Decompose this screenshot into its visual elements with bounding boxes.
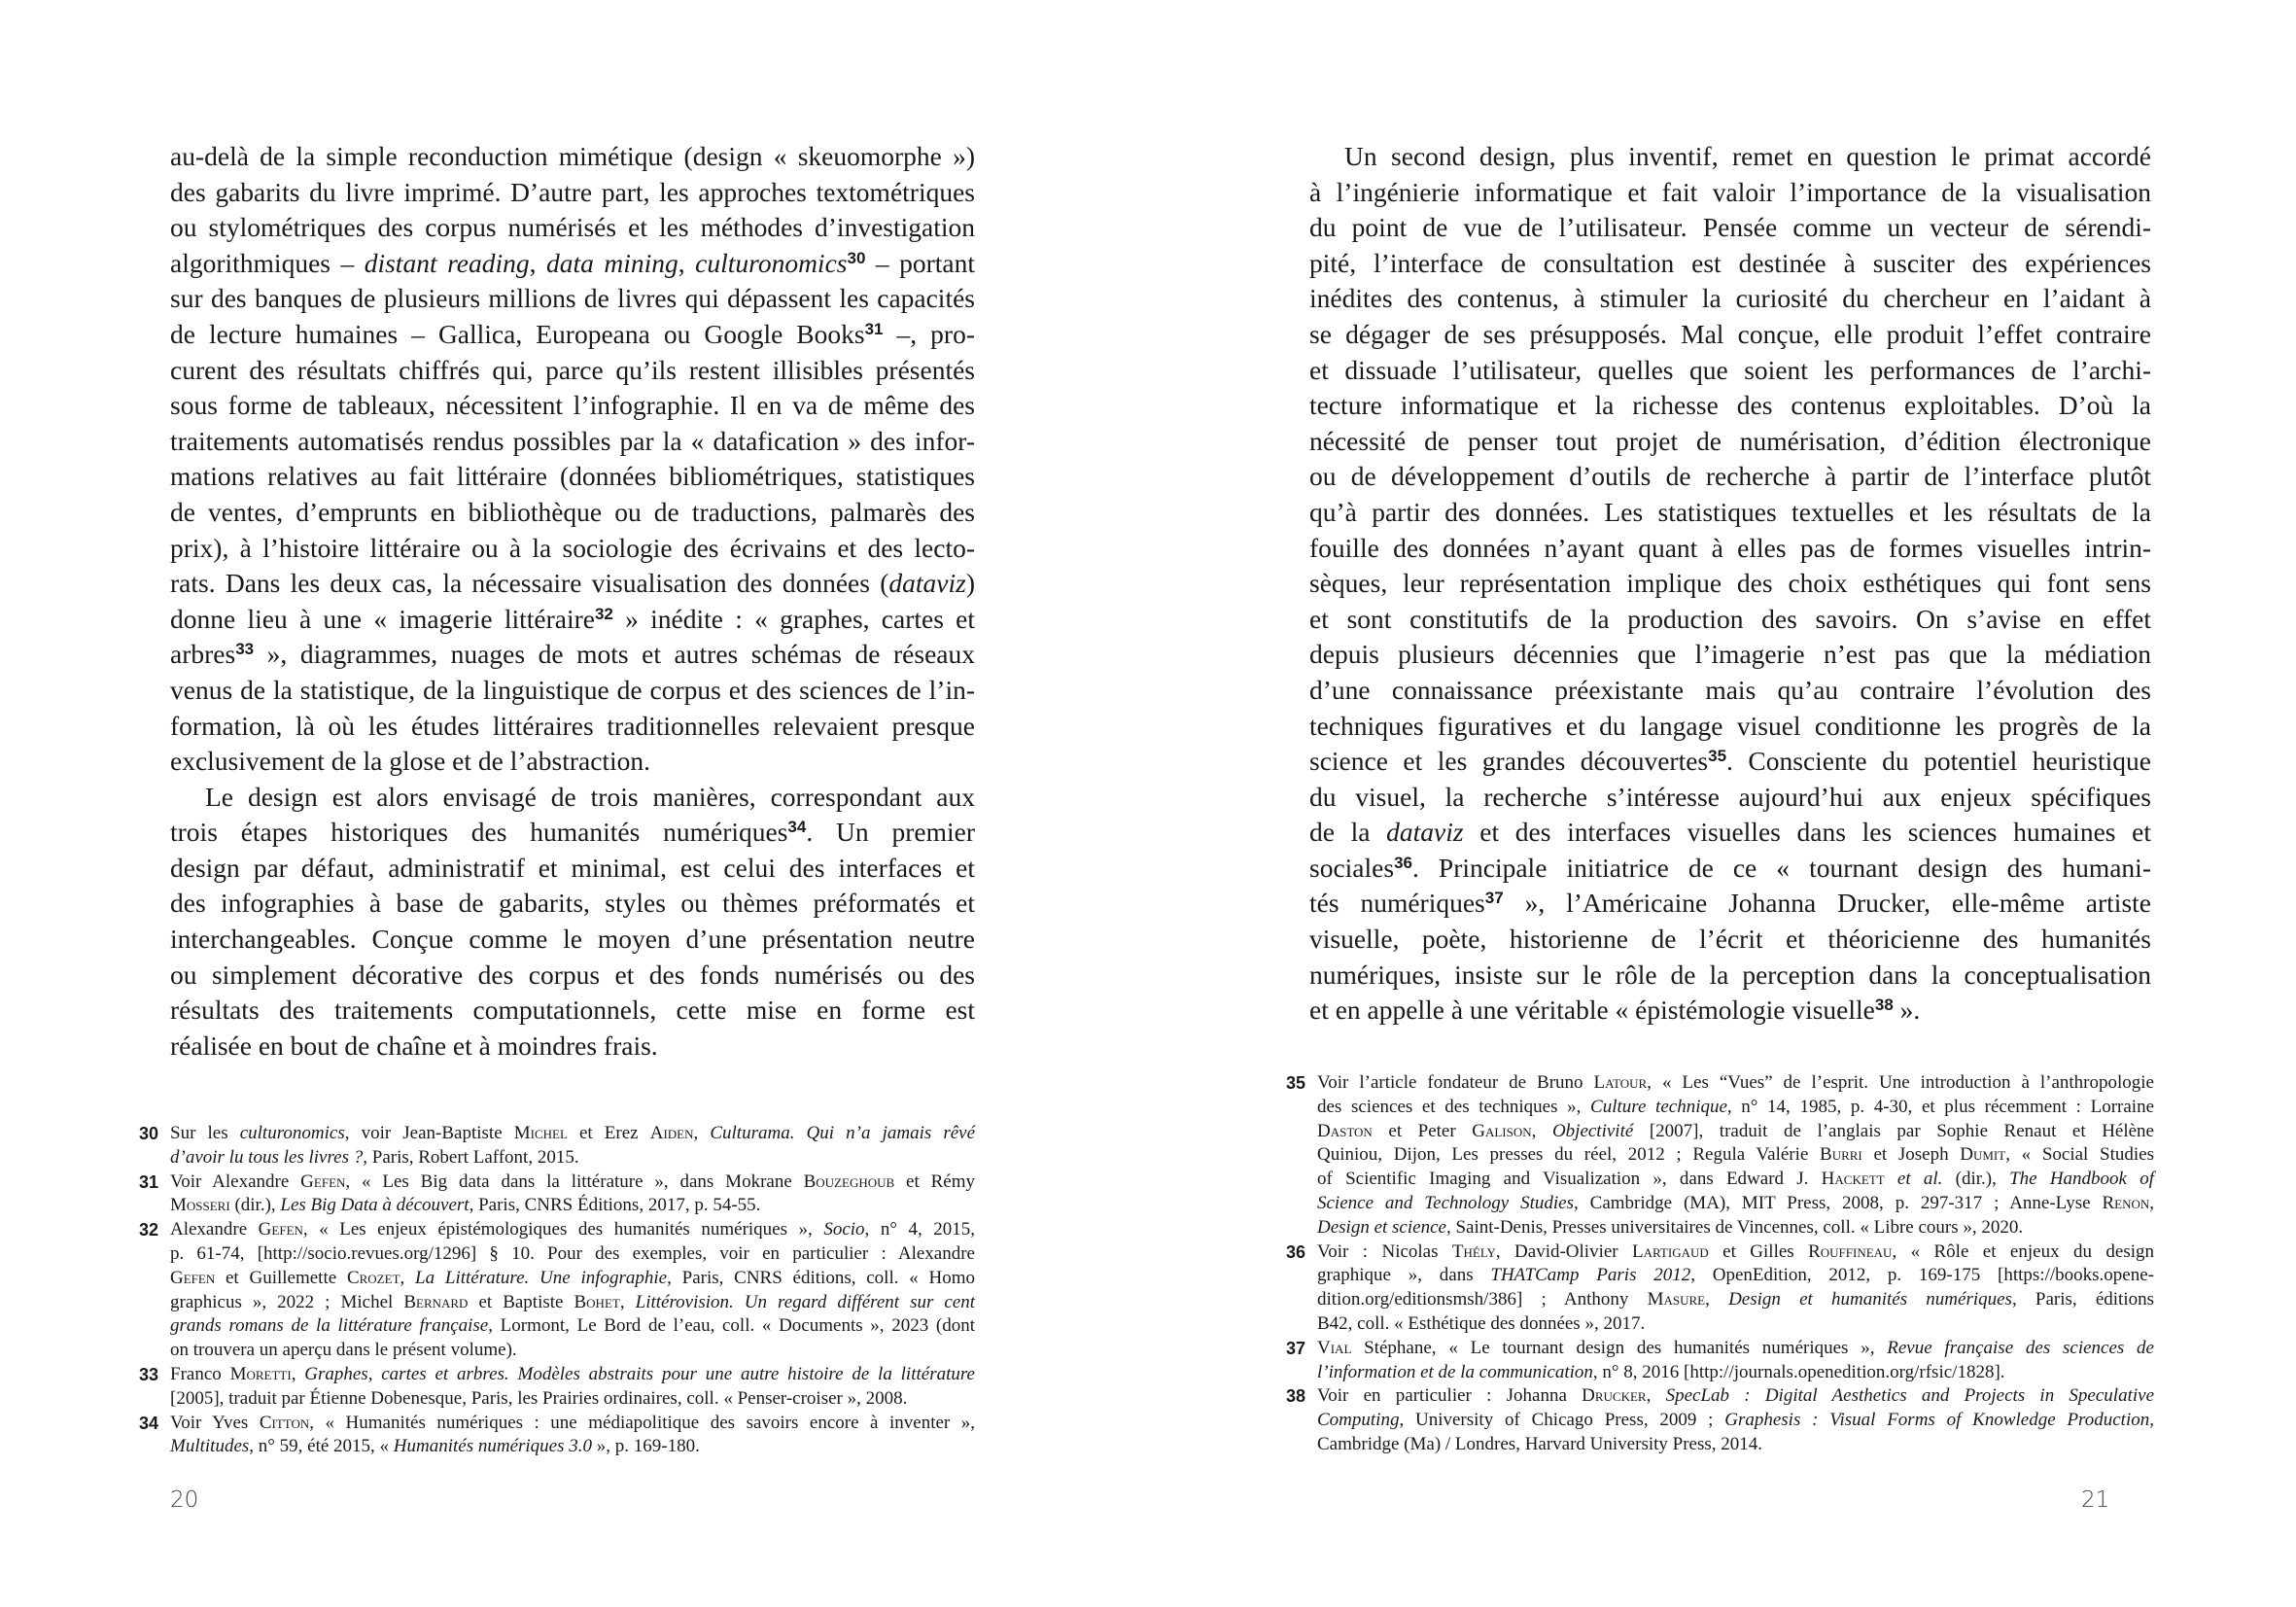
footnote-number: 33	[139, 1364, 159, 1384]
footnote-36	[1286, 1240, 2154, 1337]
author-name: Burri	[1820, 1144, 1862, 1166]
left-body-text	[170, 139, 975, 1064]
footnote-line: graphicus », 2022 ; Michel Bernard et Baptiste Bohet, Littérovision. Un regard différent sur cent	[170, 1291, 976, 1312]
author-name: Drucker	[1582, 1385, 1647, 1407]
italic-text: Graphesis : Visual Forms of Knowledge Production	[1724, 1410, 2150, 1431]
italic-text: distant reading	[364, 247, 530, 278]
text-line: et en appelle à une véritable « épistémologie visuelle$^{38}$ ».	[1309, 995, 1921, 1026]
text-line: du visuel, la recherche s’intéresse aujourd’hui aux enjeux spécifiques	[1309, 781, 2151, 812]
footnote-reference[interactable]: 30	[847, 248, 866, 267]
author-name: Aiden	[649, 1123, 694, 1143]
italic-text: grands romans de la littérature française	[170, 1315, 489, 1337]
author-name: Dumit	[1960, 1144, 2006, 1166]
text-line: sociales$^{36}$. Principale initiatrice de ce « tournant design des humani-	[1309, 852, 2151, 883]
author-name: Thély	[1451, 1240, 1496, 1262]
text-line: tés numériques$^{37}$ », l’Américaine Johanna Drucker, elle-même artiste	[1309, 888, 2151, 919]
author-name: Vial	[1317, 1337, 1352, 1358]
footnote-reference[interactable]: 37	[1484, 889, 1504, 908]
author-name: Bohet	[574, 1291, 620, 1312]
italic-text: Revue française des sciences de	[1887, 1337, 2154, 1358]
text-line: trois étapes historiques des humanités numériques$^{34}$. Un premier	[170, 817, 975, 848]
footnote-line: on trouvera un aperçu dans le présent volume).	[170, 1340, 517, 1361]
text-line: ou de développement d’outils de recherche à partir de l’interface plutôt	[1309, 461, 2151, 492]
footnote-31	[139, 1170, 975, 1219]
footnote-line: Voir Alexandre Gefen, « Les Big data dans la littérature », dans Mokrane Bouzeghoub et Rémy	[170, 1170, 975, 1192]
italic-text: Culture technique	[1590, 1096, 1727, 1117]
italic-text: La Littérature. Une infographie	[415, 1267, 668, 1288]
footnote-line: des sciences et des techniques », Culture technique, n° 14, 1985, p. 4-30, et plus récemment : Lorraine	[1317, 1096, 2154, 1117]
footnote-line: p. 61-74, [http://socio.revues.org/1296] § 10. Pour des exemples, voir en particulier : Alexandre	[170, 1242, 975, 1264]
author-name: Bouzeghoub	[803, 1170, 895, 1192]
footnote-line: Cambridge (Ma) / Londres, Harvard University Press, 2014.	[1317, 1433, 1763, 1454]
italic-text: Science and Technology Studies	[1317, 1192, 1574, 1213]
footnote-line: Quiniou, Dijon, Les presses du réel, 2012 ; Regula Valérie Burri et Joseph Dumit, « Social Studies	[1317, 1144, 2154, 1166]
author-name: Gefen	[170, 1267, 216, 1288]
footnote-reference[interactable]: 33	[235, 640, 255, 659]
text-line: science et les grandes découvertes$^{35}$. Consciente du potentiel heuristique	[1309, 746, 2151, 777]
text-line: et dissuade l’utilisateur, quelles que soient les performances de l’archi-	[1309, 354, 2151, 385]
text-line: nécessité de penser tout projet de numérisation, d’édition électronique	[1309, 425, 2151, 456]
italic-text: THATCamp Paris 2012	[1490, 1265, 1691, 1286]
author-name: Mosseri	[170, 1195, 230, 1216]
footnote-line: Multitudes, n° 59, été 2015, « Humanités numériques 3.0 », p. 169-180.	[170, 1436, 700, 1457]
footnote-line: Gefen et Guillemette Crozet, La Littérature. Une infographie, Paris, CNRS éditions, coll. « Homo	[170, 1267, 976, 1288]
footnote-line: Alexandre Gefen, « Les enjeux épistémologiques des humanités numériques », Socio, n° 4, 2015,	[170, 1219, 975, 1240]
author-name: Hackett	[1821, 1169, 1885, 1190]
right-page	[1148, 0, 2296, 1607]
author-name: Bernard	[403, 1291, 469, 1312]
footnote-line: l’information et de la communication, n° 8, 2016 [http://journals.openedition.org/rfsic/1828].	[1317, 1361, 2005, 1382]
text-line: résultats des traitements computationnels, cette mise en forme est	[170, 995, 975, 1026]
footnote-35	[1286, 1071, 2154, 1240]
footnote-line: graphique », dans THATCamp Paris 2012, OpenEdition, 2012, p. 169-175 [https://books.opene-	[1317, 1265, 2154, 1286]
footnote-line: Voir : Nicolas Thély, David-Olivier Lartigaud et Gilles Rouffineau, « Rôle et enjeux du design	[1317, 1240, 2154, 1262]
footnote-line: Vial Stéphane, « Le tournant design des humanités numériques », Revue française des sciences de	[1317, 1337, 2154, 1358]
text-line: sèques, leur représentation implique des choix esthétiques qui font sens	[1309, 568, 2151, 599]
right-body-text	[1309, 139, 2151, 1029]
footnote-line: Franco Moretti, Graphes, cartes et arbres. Modèles abstraits pour une autre histoire de la littérature	[170, 1363, 975, 1384]
footnote-line: Computing, University of Chicago Press, 2009 ; Graphesis : Visual Forms of Knowledge Production,	[1317, 1410, 2154, 1431]
text-line: design par défaut, administratif et minimal, est celui des interfaces et	[170, 852, 975, 883]
text-line: numériques, insiste sur le rôle de la perception dans la conceptualisation	[1309, 959, 2151, 990]
text-line: se dégager de ses présupposés. Mal conçue, elle produit l’effet contraire	[1309, 318, 2151, 349]
text-line: et sont constitutifs de la production des savoirs. On s’avise en effet	[1309, 603, 2151, 634]
text-line: Le design est alors envisagé de trois manières, correspondant aux	[205, 781, 975, 812]
italic-text: Les Big Data à découvert	[280, 1195, 470, 1216]
author-name: Citton	[259, 1412, 310, 1433]
italic-text: Design et science	[1317, 1216, 1446, 1238]
italic-text: Socio	[823, 1219, 865, 1240]
italic-text: Objectivité	[1551, 1120, 1634, 1141]
text-line: fouille des données n’ayant quant à elles pas de formes visuelles intrin-	[1309, 532, 2151, 563]
italic-text: Multitudes	[170, 1436, 250, 1457]
footnote-number: 31	[139, 1171, 159, 1192]
footnote-30	[139, 1122, 975, 1170]
footnote-38	[1286, 1384, 2154, 1456]
footnote-line: grands romans de la littérature française, Lormont, Le Bord de l’eau, coll. « Documents », 2023 (dont	[170, 1315, 976, 1337]
italic-text: dataviz	[888, 568, 966, 599]
footnote-line: Mosseri (dir.), Les Big Data à découvert, Paris, CNRS Éditions, 2017, p. 54-55.	[170, 1195, 761, 1216]
italic-text: l’information et de la communication	[1317, 1361, 1593, 1382]
text-line: de ventes, d’emprunts en bibliothèque ou de traductions, palmarès des	[170, 496, 975, 527]
text-line: Un second design, plus inventif, remet en question le primat accordé	[1344, 141, 2151, 171]
footnote-line: of Scientific Imaging and Visualization », dans Edward J. Hackett et al. (dir.), The Handbook of	[1317, 1169, 2155, 1190]
text-line: curent des résultats chiffrés qui, parce qu’ils restent illisibles présentés	[170, 354, 975, 385]
footnote-line: B42, coll. « Esthétique des données », 2017.	[1317, 1312, 1646, 1334]
footnote-reference[interactable]: 36	[1394, 853, 1412, 872]
text-line: donne lieu à une « imagerie littéraire$^{32}$ » inédite : « graphes, cartes et	[170, 603, 975, 634]
footnote-line: Voir Yves Citton, « Humanités numériques : une médiapolitique des savoirs encore à inventer »,	[170, 1412, 975, 1433]
italic-text: et al.	[1896, 1169, 1943, 1190]
text-line: des gabarits du livre imprimé. D’autre part, les approches textométriques	[170, 176, 975, 207]
page-number: 20	[170, 1487, 199, 1513]
italic-text: d’avoir lu tous les livres ?	[170, 1146, 364, 1168]
text-line: formation, là où les études littéraires traditionnelles relevaient presque	[170, 710, 975, 741]
author-name: Crozet	[346, 1267, 400, 1288]
author-name: Masure	[1647, 1289, 1706, 1310]
text-line: algorithmiques – distant reading, data mining, culturonomics$^{30}$ – portant	[170, 247, 976, 278]
author-name: Moretti	[229, 1363, 292, 1384]
footnote-number: 36	[1286, 1241, 1306, 1262]
footnote-line: Daston et Peter Galison, Objectivité [2007], traduit de l’anglais par Sophie Renaut et Hélène	[1317, 1120, 2154, 1141]
footnote-number: 30	[139, 1124, 159, 1143]
footnote-number: 34	[139, 1413, 159, 1433]
italic-text: Littérovision. Un regard différent sur cent	[635, 1291, 976, 1312]
text-line: pité, l’interface de consultation est destinée à susciter des expériences	[1309, 247, 2151, 278]
left-footnotes	[139, 1122, 975, 1459]
text-line: d’une connaissance préexistante mais qu’au contraire l’évolution des	[1309, 674, 2151, 705]
text-line: ou stylométriques des corpus numérisés et les méthodes d’investigation	[170, 212, 975, 243]
text-line: exclusivement de la glose et de l’abstraction.	[170, 746, 651, 777]
italic-text: Design et humanités numériques	[1728, 1289, 2012, 1310]
italic-text: culturonomics	[695, 247, 848, 278]
page-number: 21	[2081, 1487, 2110, 1513]
italic-text: Computing	[1317, 1410, 1400, 1431]
text-line: techniques figuratives et du langage visuel conditionne les progrès de la	[1309, 710, 2151, 741]
text-line: venus de la statistique, de la linguistique de corpus et des sciences de l’in-	[170, 674, 975, 705]
text-line: réalisée en bout de chaîne et à moindres frais.	[170, 1030, 658, 1061]
right-footnotes	[1286, 1071, 2154, 1457]
italic-text: Humanités numériques 3.0	[393, 1436, 593, 1457]
author-name: Lartigaud	[1632, 1240, 1709, 1262]
author-name: Daston	[1317, 1120, 1373, 1141]
text-line: à l’ingénierie informatique et fait valoir l’importance de la visualisation	[1309, 176, 2151, 207]
author-name: Renon	[2102, 1192, 2150, 1213]
footnote-32	[139, 1218, 975, 1363]
text-line: de lecture humaines – Gallica, Europeana ou Google Books$^{31}$ –, pro-	[170, 318, 975, 349]
footnote-line: Voir l’article fondateur de Bruno Latour, « Les “Vues” de l’esprit. Une introduction à l’anthropologie	[1317, 1072, 2154, 1093]
footnote-reference[interactable]: 35	[1708, 747, 1727, 766]
footnote-line: Voir en particulier : Johanna Drucker, SpecLab : Digital Aesthetics and Projects in Speculative	[1317, 1385, 2155, 1407]
author-name: Michel	[513, 1123, 568, 1143]
footnote-34	[139, 1412, 975, 1460]
text-line: prix), à l’histoire littéraire ou à la sociologie des écrivains et des lecto-	[170, 532, 975, 563]
text-line: arbres$^{33}$ », diagrammes, nuages de mots et autres schémas de réseaux	[170, 639, 975, 670]
footnote-line: Design et science, Saint-Denis, Presses universitaires de Vincennes, coll. « Libre cours », 2020.	[1317, 1216, 2024, 1238]
author-name: Gefen	[258, 1219, 303, 1240]
italic-text: culturonomics	[239, 1123, 345, 1143]
author-name: Rouffineau	[1808, 1240, 1893, 1262]
footnote-line: d’avoir lu tous les livres ?, Paris, Robert Laffont, 2015.	[170, 1146, 579, 1168]
author-name: Latour	[1593, 1072, 1648, 1093]
footnote-line: Science and Technology Studies, Cambridge (MA), MIT Press, 2008, p. 297-317 ; Anne-Lyse Renon,	[1317, 1192, 2154, 1213]
text-line: des infographies à base de gabarits, styles ou thèmes préformatés et	[170, 888, 975, 919]
author-name: Gefen	[300, 1170, 346, 1192]
footnote-line: Sur les culturonomics, voir Jean-Baptiste Michel et Erez Aiden, Culturama. Qui n’a jamais rêvé	[170, 1123, 976, 1143]
footnote-line: dition.org/editionsmsh/386] ; Anthony Masure, Design et humanités numériques, Paris, éditions	[1317, 1289, 2154, 1310]
italic-text: Culturama. Qui n’a jamais rêvé	[710, 1123, 976, 1143]
italic-text: The Handbook of	[2009, 1169, 2155, 1190]
footnote-number: 37	[1286, 1338, 1306, 1358]
text-line: visuelle, poète, historienne de l’écrit et théoricienne des humanités	[1309, 924, 2151, 955]
text-line: sous forme de tableaux, nécessitent l’infographie. Il en va de même des	[170, 390, 975, 421]
text-line: traitements automatisés rendus possibles par la « datafication » des infor-	[170, 425, 975, 456]
text-line: interchangeables. Conçue comme le moyen d’une présentation neutre	[170, 924, 975, 955]
text-line: du point de vue de l’utilisateur. Pensée comme un vecteur de sérendi-	[1309, 212, 2151, 243]
italic-text: Graphes, cartes et arbres. Modèles abstraits pour une autre histoire de la littérature	[304, 1363, 975, 1384]
author-name: Galison	[1472, 1120, 1532, 1141]
text-line: ou simplement décorative des corpus et des fonds numérisés ou des	[170, 959, 975, 990]
text-line: rats. Dans les deux cas, la nécessaire visualisation des données (dataviz)	[170, 568, 975, 599]
text-line: de la dataviz et des interfaces visuelles dans les sciences humaines et	[1309, 817, 2151, 848]
text-line: depuis plusieurs décennies que l’imagerie n’est pas que la médiation	[1309, 639, 2151, 670]
footnote-line: [2005], traduit par Étienne Dobenesque, Paris, les Prairies ordinaires, coll. « Penser-croiser », 2008.	[170, 1387, 908, 1409]
footnote-reference[interactable]: 34	[787, 818, 807, 837]
text-line: inédites des contenus, à stimuler la curiosité du chercheur en l’aidant à	[1309, 283, 2151, 314]
text-line: qu’à partir des données. Les statistiques textuelles et les résultats de la	[1309, 496, 2151, 527]
footnote-number: 38	[1286, 1386, 1306, 1407]
text-line: tecture informatique et la richesse des contenus exploitables. D’où la	[1309, 390, 2151, 421]
footnote-reference[interactable]: 38	[1874, 996, 1894, 1015]
footnote-reference[interactable]: 31	[864, 319, 884, 338]
footnote-33	[139, 1363, 975, 1412]
text-line: mations relatives au fait littéraire (données bibliométriques, statistiques	[170, 461, 975, 492]
footnote-37	[1286, 1337, 2154, 1385]
footnote-number: 32	[139, 1220, 159, 1240]
italic-text: dataviz	[1386, 817, 1464, 848]
footnote-reference[interactable]: 32	[594, 604, 613, 623]
text-line: sur des banques de plusieurs millions de livres qui dépassent les capacités	[170, 283, 975, 314]
italic-text: data mining	[546, 247, 678, 278]
text-line: au-delà de la simple reconduction mimétique (design « skeuomorphe »)	[170, 141, 975, 171]
footnote-number: 35	[1286, 1073, 1306, 1093]
italic-text: SpecLab : Digital Aesthetics and Projects in Speculative	[1665, 1385, 2155, 1407]
